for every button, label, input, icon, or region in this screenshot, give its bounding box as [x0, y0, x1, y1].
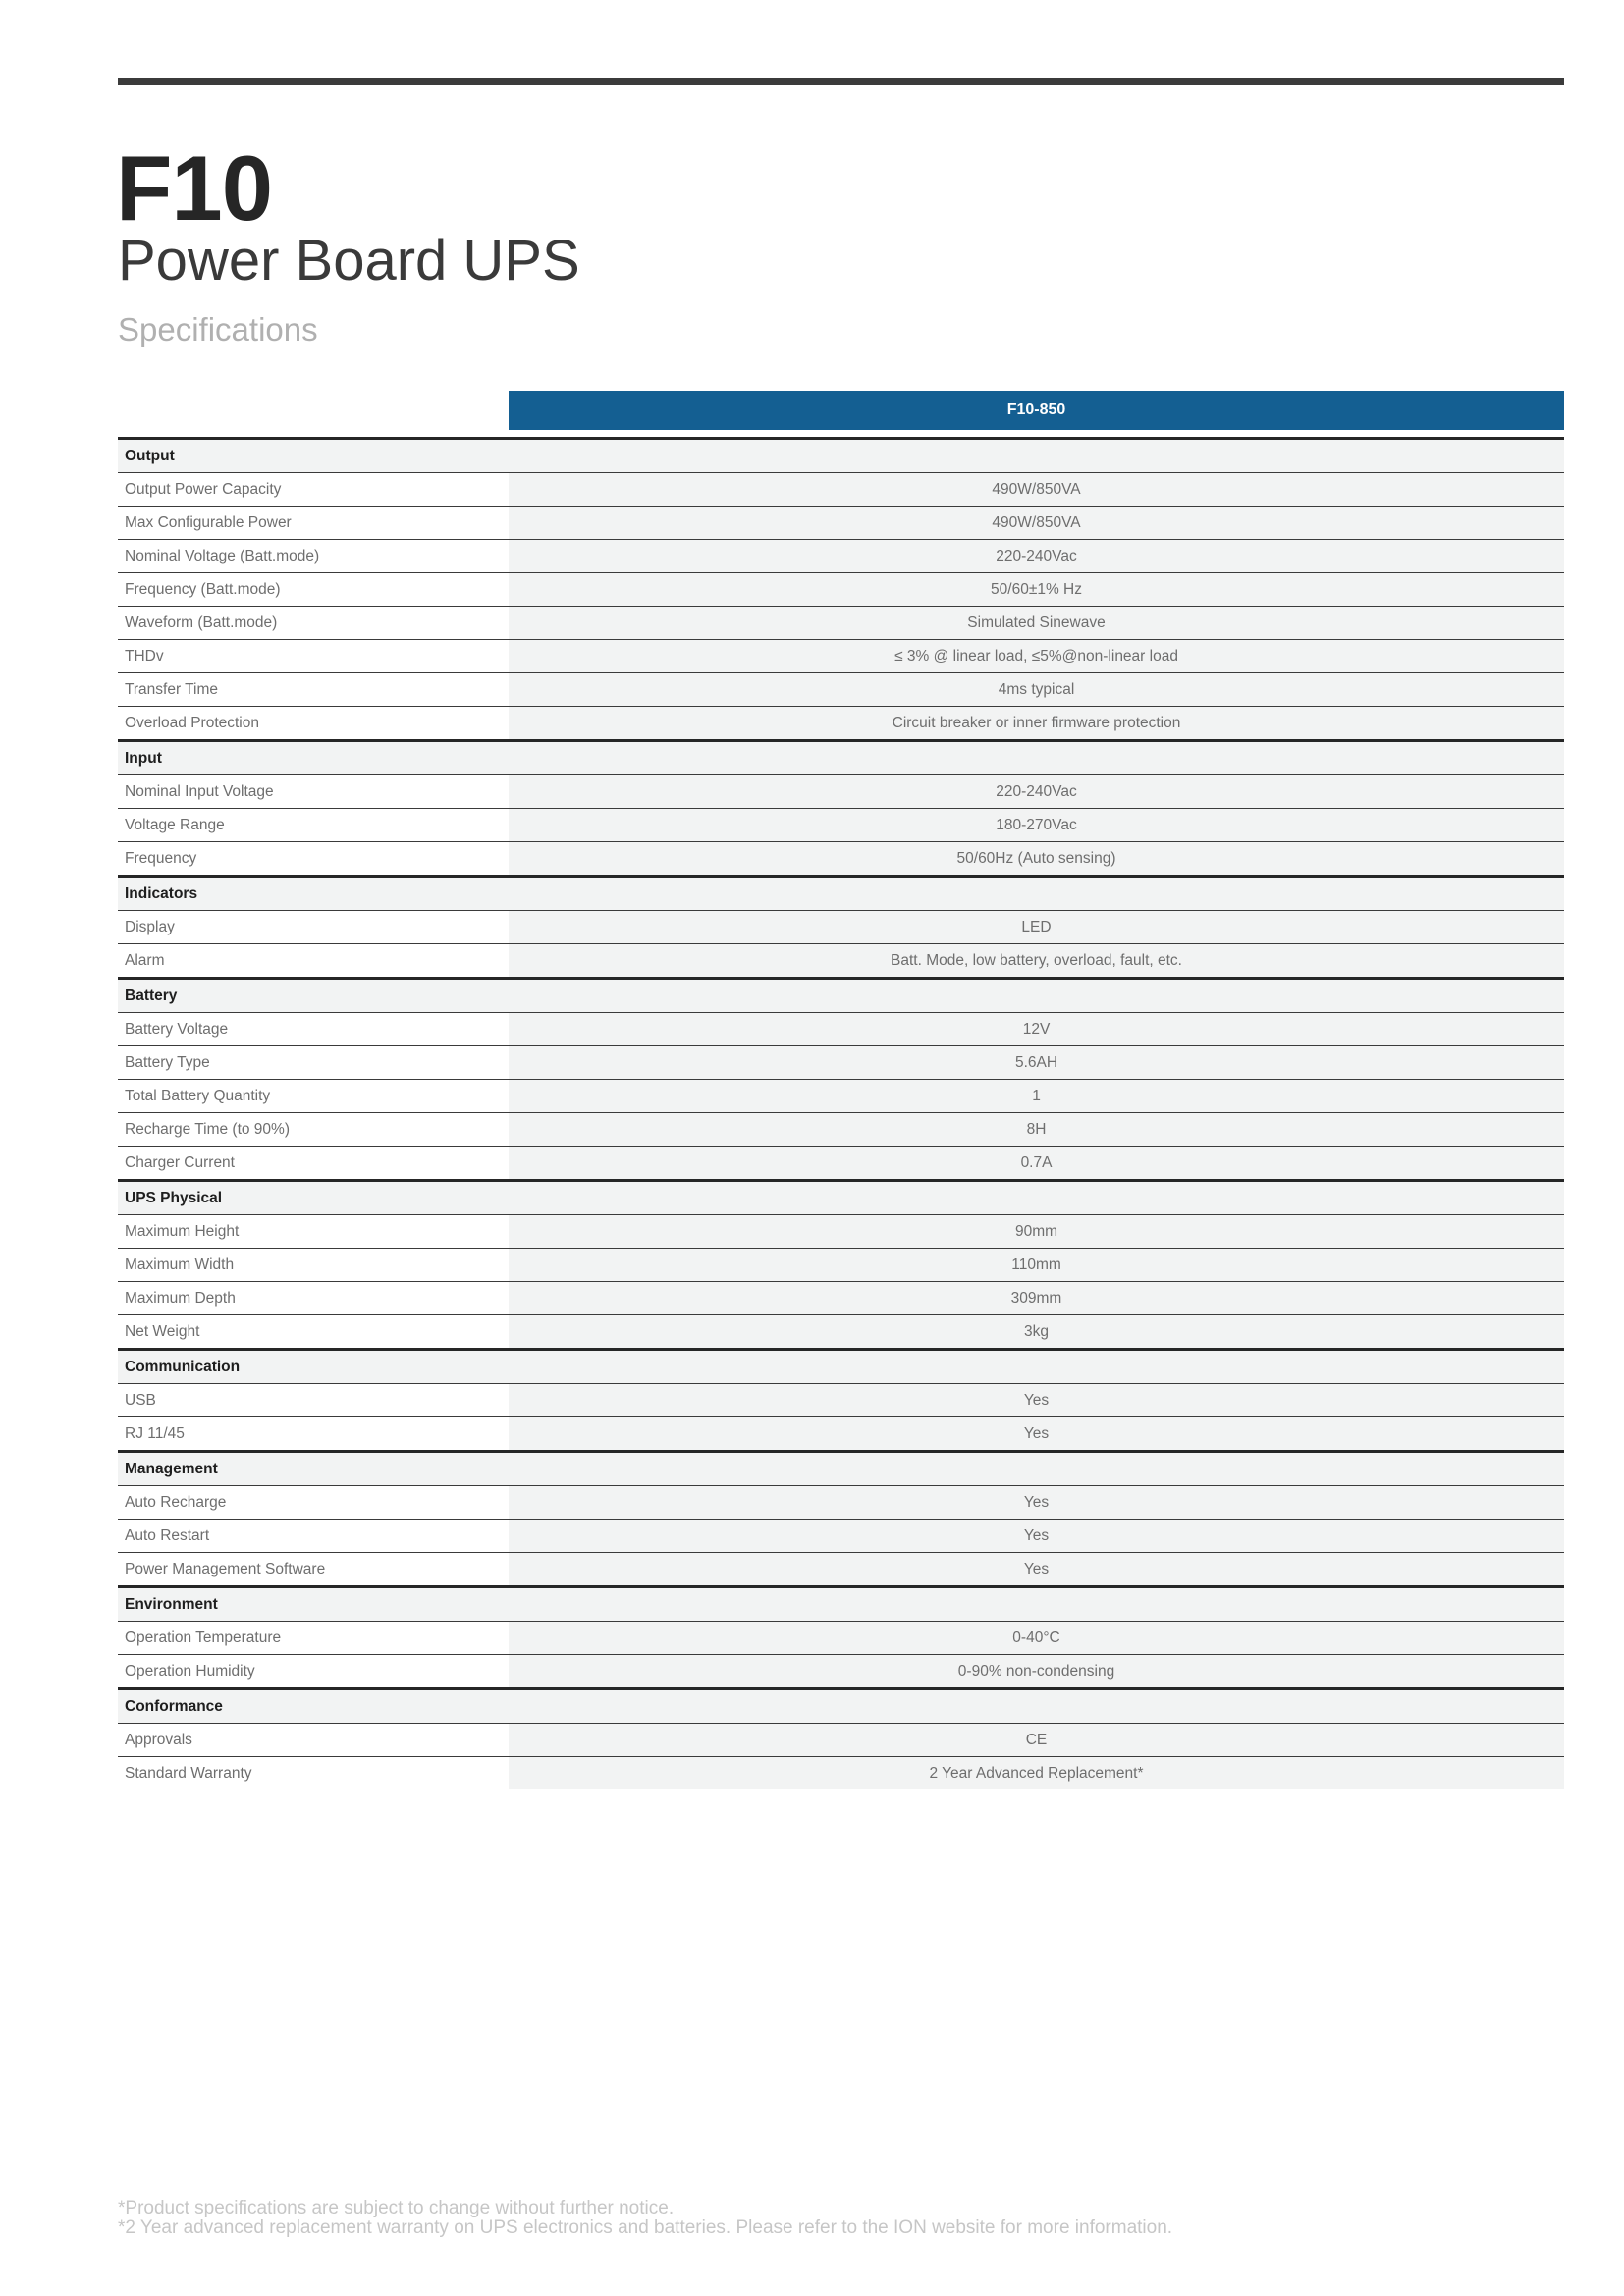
spec-label: RJ 11/45	[118, 1417, 509, 1452]
spec-row	[118, 607, 1564, 640]
spec-value: Yes	[509, 1520, 1564, 1553]
spec-value: Circuit breaker or inner firmware protection	[509, 707, 1564, 741]
spec-value: 220-240Vac	[509, 775, 1564, 809]
section-header-row	[118, 1350, 1564, 1384]
spec-label: Alarm	[118, 944, 509, 979]
spec-table-body	[118, 439, 1564, 1790]
spec-label: Display	[118, 911, 509, 944]
spec-value: 8H	[509, 1113, 1564, 1147]
spec-label: Standard Warranty	[125, 1764, 252, 1782]
spec-row	[118, 640, 1564, 673]
spec-value: LED	[509, 911, 1564, 944]
spec-row	[118, 1147, 1564, 1181]
spec-label: Operation Humidity	[118, 1655, 509, 1689]
spec-row	[118, 1655, 1564, 1689]
spec-row	[118, 1384, 1564, 1417]
spec-value: 4ms typical	[509, 673, 1564, 707]
spec-value: Batt. Mode, low battery, overload, fault, etc.	[509, 944, 1564, 979]
spec-value: ≤ 3% @ linear load, ≤5%@non-linear load	[509, 640, 1564, 673]
spec-value: 5.6AH	[509, 1046, 1564, 1080]
spec-label: Battery Type	[118, 1046, 509, 1080]
spec-row	[118, 1282, 1564, 1315]
page-subtitle: Specifications	[118, 311, 318, 347]
spec-label: Auto Recharge	[118, 1486, 509, 1520]
spec-value: 180-270Vac	[509, 809, 1564, 842]
spec-label: Operation Temperature	[118, 1622, 509, 1655]
spec-value: 50/60Hz (Auto sensing)	[509, 842, 1564, 877]
top-rule	[118, 78, 1564, 85]
spec-label: Waveform (Batt.mode)	[118, 607, 509, 640]
spec-value: 110mm	[509, 1249, 1564, 1282]
spec-row	[118, 1215, 1564, 1249]
section-header-row	[118, 1452, 1564, 1486]
spec-row	[118, 809, 1564, 842]
spec-label: Nominal Input Voltage	[118, 775, 509, 809]
spec-label: Auto Restart	[118, 1520, 509, 1553]
spec-row	[118, 1046, 1564, 1080]
footnote-warranty: *2 Year advanced replacement warranty on UPS electronics and batteries. Please refer to the ION website for more information.	[118, 2216, 1173, 2238]
spec-value: CE	[509, 1724, 1564, 1757]
footnote-specs: *Product specifications are subject to change without further notice.	[118, 2198, 675, 2218]
spec-value: 12V	[509, 1013, 1564, 1046]
spec-value: 3kg	[509, 1315, 1564, 1350]
spec-label: Approvals	[118, 1724, 509, 1757]
spec-row	[118, 673, 1564, 707]
product-title: Power Board UPS	[118, 229, 580, 293]
spec-row	[118, 1724, 1564, 1757]
spec-row	[118, 1249, 1564, 1282]
spec-value: 309mm	[509, 1282, 1564, 1315]
section-title: Battery	[118, 979, 1564, 1013]
spec-row	[118, 842, 1564, 877]
spec-label: Recharge Time (to 90%)	[118, 1113, 509, 1147]
spec-value: Yes	[509, 1384, 1564, 1417]
spec-row	[118, 507, 1564, 540]
spec-label: Battery Voltage	[118, 1013, 509, 1046]
spec-row	[118, 1080, 1564, 1113]
spec-row	[118, 1113, 1564, 1147]
section-title: Indicators	[118, 877, 1564, 911]
spec-value: Simulated Sinewave	[509, 607, 1564, 640]
spec-label: Frequency	[118, 842, 509, 877]
spec-row	[118, 911, 1564, 944]
spec-label: Maximum Width	[118, 1249, 509, 1282]
spec-label: Net Weight	[118, 1315, 509, 1350]
section-title: Input	[118, 741, 1564, 775]
spec-row	[118, 1622, 1564, 1655]
spec-value: 490W/850VA	[509, 473, 1564, 507]
section-header-row	[118, 439, 1564, 473]
section-header-row	[118, 1689, 1564, 1724]
spec-row	[118, 1520, 1564, 1553]
section-title: Management	[118, 1452, 1564, 1486]
spec-label: Output Power Capacity	[118, 473, 509, 507]
section-title: Communication	[118, 1350, 1564, 1384]
spec-label: Overload Protection	[118, 707, 509, 741]
spec-row	[118, 473, 1564, 507]
spec-row	[118, 1486, 1564, 1520]
spec-row	[118, 1757, 1564, 1790]
spec-row	[118, 1013, 1564, 1046]
spec-value: 490W/850VA	[509, 507, 1564, 540]
spec-value: Yes	[509, 1553, 1564, 1587]
spec-label: THDv	[118, 640, 509, 673]
section-header-row	[118, 1181, 1564, 1215]
spec-row	[118, 1315, 1564, 1350]
section-header-row	[118, 979, 1564, 1013]
spec-value: Yes	[509, 1417, 1564, 1452]
spec-row	[118, 573, 1564, 607]
section-title: Conformance	[118, 1689, 1564, 1724]
section-title: UPS Physical	[118, 1181, 1564, 1215]
spec-table	[118, 437, 1564, 1789]
spec-label: Maximum Depth	[118, 1282, 509, 1315]
section-title: Output	[118, 439, 1564, 473]
section-header-row	[118, 1587, 1564, 1622]
spec-label: Maximum Height	[118, 1215, 509, 1249]
spec-label: Voltage Range	[118, 809, 509, 842]
spec-value: 0-40°C	[509, 1622, 1564, 1655]
spec-label: Frequency (Batt.mode)	[118, 573, 509, 607]
spec-value: 2 Year Advanced Replacement*	[509, 1757, 1564, 1790]
section-title: Environment	[118, 1587, 1564, 1622]
spec-row	[118, 540, 1564, 573]
spec-value: 50/60±1% Hz	[509, 573, 1564, 607]
spec-value: 0-90% non-condensing	[509, 1655, 1564, 1689]
spec-row	[118, 707, 1564, 741]
spec-row	[118, 775, 1564, 809]
spec-value: Yes	[509, 1486, 1564, 1520]
spec-label: Total Battery Quantity	[118, 1080, 509, 1113]
spec-row	[118, 1417, 1564, 1452]
footnotes	[118, 2199, 1172, 2238]
section-header-row	[118, 877, 1564, 911]
spec-value: 0.7A	[509, 1147, 1564, 1181]
model-title: F10	[116, 136, 272, 240]
spec-label: Power Management Software	[118, 1553, 509, 1587]
section-header-row	[118, 741, 1564, 775]
spec-value: 1	[509, 1080, 1564, 1113]
spec-label: Charger Current	[118, 1147, 509, 1181]
spec-label: Nominal Voltage (Batt.mode)	[118, 540, 509, 573]
spec-value: 90mm	[509, 1215, 1564, 1249]
spec-row	[118, 944, 1564, 979]
spec-value: 220-240Vac	[509, 540, 1564, 573]
spec-label: Max Configurable Power	[118, 507, 509, 540]
spec-row	[118, 1553, 1564, 1587]
model-column-header: F10-850	[509, 391, 1564, 430]
spec-label: Transfer Time	[118, 673, 509, 707]
spec-label: USB	[118, 1384, 509, 1417]
